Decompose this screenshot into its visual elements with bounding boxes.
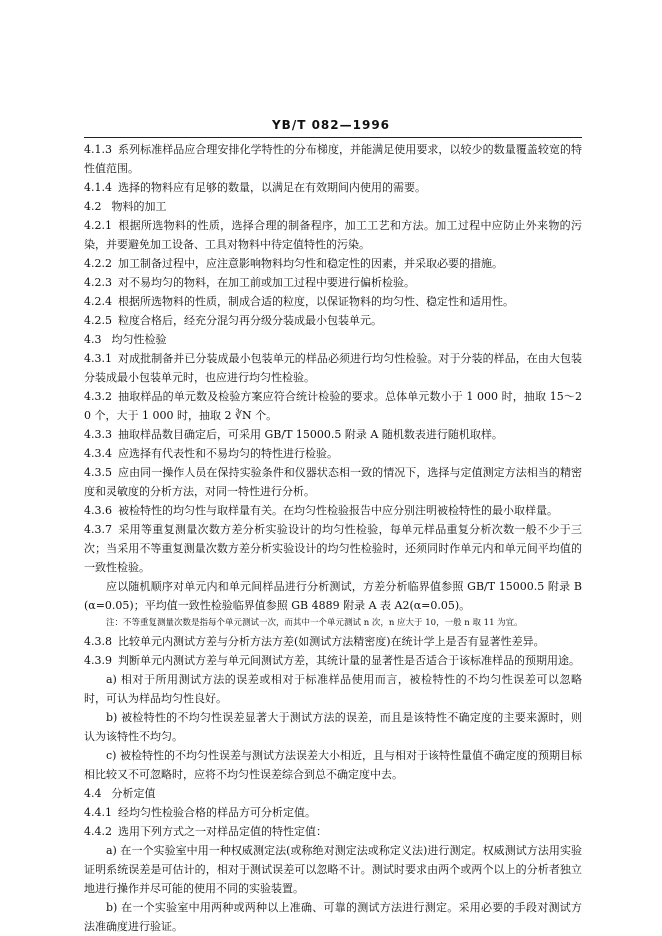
clause <box>84 216 582 254</box>
clause-number: 4.1.3 <box>84 143 112 156</box>
section-heading <box>84 330 582 349</box>
clause <box>84 632 582 651</box>
clause <box>84 254 582 273</box>
clause-number: 4.1.4 <box>84 181 112 194</box>
clause-text: 被检特性的均匀性与取样量有关。在均匀性检验报告中应分别注明被检特性的最小取样量。 <box>118 504 558 517</box>
list-item: a) 相对于所用测试方法的误差或相对于标准样品使用而言，被检特性的不均匀性误差可以忽略时，可认为样品均匀性良好。 <box>84 673 582 705</box>
clause-text: 对成批制备并已分装成最小包装单元的样品必须进行均匀性检验。对于分装的样品，在由大包装分装成最小包装单元时，也应进行均匀性检验。 <box>84 352 582 384</box>
clause-number: 4.4 <box>84 787 102 800</box>
standard-header: YB/T 082—1996 <box>271 118 391 132</box>
clause-number: 4.2 <box>84 200 102 213</box>
clause-text: 选用下列方式之一对样品定值的特性定值： <box>118 825 327 838</box>
clause-number: 4.3.5 <box>84 466 112 479</box>
clause-text: 比较单元内测试方差与分析方法方差(如测试方法精密度)在统计学上是否有显著性差异。 <box>118 635 545 648</box>
clause-number: 4.3 <box>84 333 102 346</box>
clause <box>84 292 582 311</box>
list-item: a) 在一个实验室中用一种权威测定法(或称绝对测定法或称定义法)进行测定。权威测试方法用实验证明系统误差是可估计的，相对于测试误差可以忽略不计。测试时要求由两个或两个以上的分析者独立地进行操作并尽可能的使用不同的实验装置。 <box>84 844 582 895</box>
list-item: b) 被检特性的不均匀性误差显著大于测试方法的误差，而且是该特性不确定度的主要来源时，则认为该特性不均匀。 <box>84 711 582 743</box>
clause-number: 4.3.2 <box>84 390 112 403</box>
clause-text: 应选择有代表性和不易均匀的特性进行检验。 <box>118 447 338 460</box>
clause-text: 均匀性检验 <box>111 333 167 346</box>
clause-number: 4.3.4 <box>84 447 112 460</box>
clause <box>84 520 582 577</box>
clause-text: 选择的物料应有足够的数量，以满足在有效期间内使用的需要。 <box>118 181 426 194</box>
clause-text: 判断单元内测试方差与单元间测试方差，其统计量的显著性是否适合于该标准样品的预期用途。 <box>118 654 580 667</box>
clause <box>84 140 582 178</box>
clause-text: 分析定值 <box>111 787 156 800</box>
list-item: b) 在一个实验室中用两种或两种以上准确、可靠的测试方法进行测定。采用必要的手段对测试方法准确度进行验证。 <box>84 901 582 933</box>
clause <box>84 822 582 841</box>
clause-text: 根据所选物料的性质，制成合适的粒度，以保证物料的均匀性、稳定性和适用性。 <box>118 295 514 308</box>
clause <box>84 425 582 444</box>
clause <box>84 349 582 387</box>
clause-number: 4.3.1 <box>84 352 112 365</box>
clause-number: 4.2.2 <box>84 257 112 270</box>
clause-number: 4.4.1 <box>84 806 112 819</box>
clause-text: 应由同一操作人员在保持实验条件和仪器状态相一致的情况下，选择与定值测定方法相当的精密度和灵敏度的分析方法，对同一特性进行分析。 <box>84 466 582 498</box>
clause-text: 加工制备过程中，应注意影响物料均匀性和稳定性的因素，并采取必要的措施。 <box>118 257 503 270</box>
clause-text: 物料的加工 <box>111 200 167 213</box>
clause-text: 采用等重复测量次数方差分析实验设计的均匀性检验，每单元样品重复分析次数一般不少于三次；当采用不等重复测量次数方差分析实验设计的均匀性检验时，还须同时作单元内和单元间平均值的一致性检验。 <box>84 523 582 574</box>
clause-number: 4.2.5 <box>84 314 112 327</box>
clause <box>84 651 582 670</box>
clause-number: 4.3.6 <box>84 504 112 517</box>
clause-text: 粒度合格后，经充分混匀再分级分装成最小包装单元。 <box>118 314 382 327</box>
clause-text: 根据所选物料的性质，选择合理的制备程序，加工工艺和方法。加工过程中应防止外来物的污染，并要避免加工设备、工具对物料中待定值特性的污染。 <box>84 219 582 251</box>
clause-number: 4.3.9 <box>84 654 112 667</box>
clause <box>84 387 582 425</box>
paragraph: 应以随机顺序对单元内和单元间样品进行分析测试，方差分析临界值参照 GB/T 15000.5 附录 B (α=0.05)；平均值一致性检验临界值参照 GB 4889 附录 A 表 A2(α=0.05)。 <box>84 580 582 612</box>
note: 注：不等重复测量次数是指每个单元测试一次，而其中一个单元测试 n 次，n 应大于 10，一般 n 取 11 为宜。 <box>106 618 523 628</box>
clause-number: 4.2.3 <box>84 276 112 289</box>
clause-text: 对不易均匀的物料，在加工前或加工过程中要进行偏析检验。 <box>118 276 415 289</box>
header-rule <box>84 137 582 138</box>
clause <box>84 803 582 822</box>
clause-number: 4.3.8 <box>84 635 112 648</box>
section-heading <box>84 784 582 803</box>
clause <box>84 463 582 501</box>
clause-number: 4.3.3 <box>84 428 112 441</box>
clause-number: 4.3.7 <box>84 523 112 536</box>
document-body <box>84 140 582 936</box>
list-item: c) 被检特性的不均匀性误差与测试方法误差大小相近，且与相对于该特性量值不确定度的预期目标相比较又不可忽略时，应将不均匀性误差综合到总不确定度中去。 <box>84 749 582 781</box>
clause <box>84 273 582 292</box>
clause-number: 4.2.1 <box>84 219 112 232</box>
clause <box>84 501 582 520</box>
clause-text: 抽取样品数目确定后，可采用 GB/T 15000.5 附录 A 随机数表进行随机取样。 <box>118 428 503 441</box>
clause-text: 抽取样品的单元数及检验方案应符合统计检验的要求。总体单元数小于 1 000 时，抽取 15～20 个，大于 1 000 时，抽取 2 ∛N 个。 <box>84 390 582 422</box>
clause-number: 4.2.4 <box>84 295 112 308</box>
clause-number: 4.4.2 <box>84 825 112 838</box>
section-heading <box>84 197 582 216</box>
clause <box>84 178 582 197</box>
clause-text: 经均匀性检验合格的样品方可分析定值。 <box>118 806 316 819</box>
clause <box>84 444 582 463</box>
clause <box>84 311 582 330</box>
clause-text: 系列标准样品应合理安排化学特性的分布梯度，并能满足使用要求，以较少的数量覆盖较宽的特性值范围。 <box>84 143 582 175</box>
